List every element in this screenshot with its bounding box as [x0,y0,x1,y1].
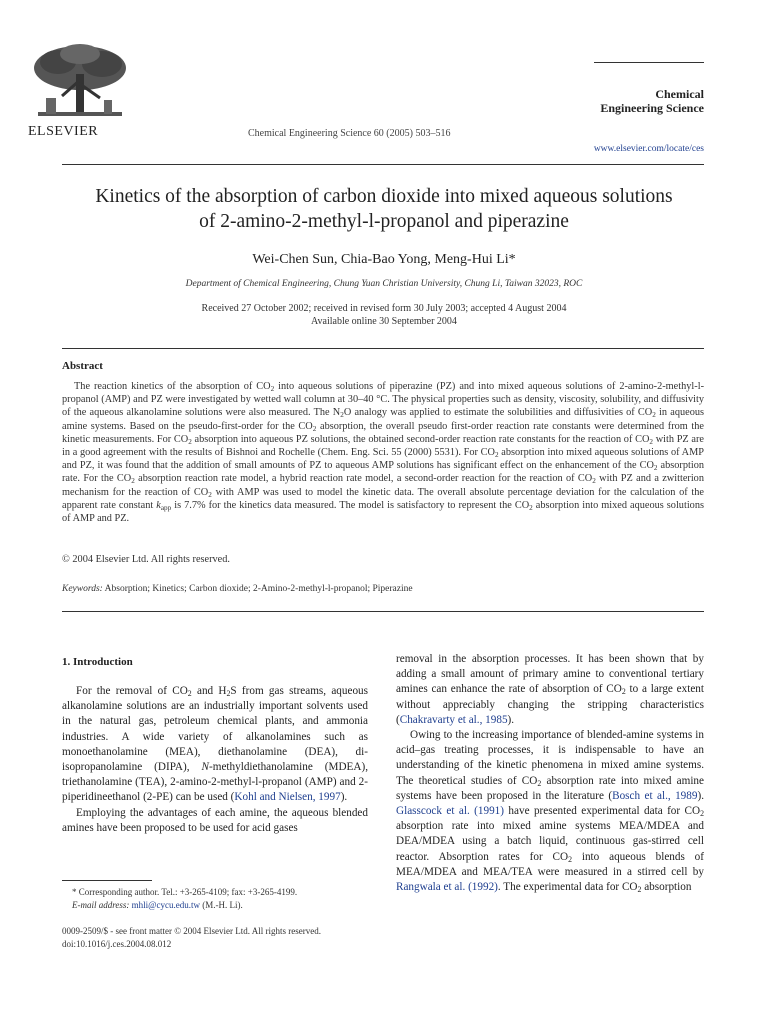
header-divider [62,164,704,165]
citation-link-bosch[interactable]: Bosch et al., 1989 [612,789,698,802]
received-line: Received 27 October 2002; received in revised form 30 July 2003; accepted 4 August 2004 [201,303,567,314]
affiliation: Department of Chemical Engineering, Chung Yuan Christian University, Chung Li, Taiwan 32023, ROC [185,279,583,289]
doi-line: doi:10.1016/j.ces.2004.08.012 [62,939,172,949]
left-column [62,684,368,836]
abstract-divider-bottom [62,611,704,612]
email-link[interactable]: mhli@cycu.edu.tw [131,900,200,910]
citation-link-kohl[interactable]: Kohl and Nielsen, 1997 [234,791,341,804]
intro-paragraph-2: Employing the advantages of each amine, the aqueous blended amines have been proposed to be used for acid gases [62,806,368,834]
abstract-text: The reaction kinetics of the absorption of $CO_2$ into aqueous solutions of piperazine (PZ) and into mixed aqueous solutions of 2-amino-2-methyl-l-propanol (AMP) and PZ were investigated by wetted wall column at 30–40 °C. The physical properties such as density, viscosity, solubility, and diffusivity of the aqueous alkanolamine solutions were also measured. The $N_2O$ analogy was applied to estimate the solubilities and diffusivities of $CO_2$ in aqueous amine systems. Based on the pseudo-first-order for the $CO_2$ absorption, the overall pseudo first-order reaction rate constants were determined from the kinetic measurements. For $CO_2$ absorption into aqueous PZ solutions, the obtained second-order reaction rate constants for the reaction of $CO_2$ with PZ are in a good agreement with the results of Bishnoi and Rochelle (Chem. Eng. Sci. 55 (2000) 5531). For $CO_2$ absorption into mixed aqueous solutions of AMP and PZ, it was found that the addition of small amounts of PZ to aqueous AMP solutions has significant effect on the enhancement of the $CO_2$ absorption rate. For the $CO_2$ absorption reaction rate model, a hybrid reaction rate model, a second-order reaction for the reaction of $CO_2$ with PZ and a zwitterion mechanism for the reaction of $CO_2$ with AMP was used to model the kinetic data. The overall absolute percentage deviation for the calculation of the apparent rate constant $k_{app}$ is 7.7% for the kinetics data measured. The model is satisfactory to represent the $CO_2$ absorption into mixed aqueous solutions of AMP and PZ. [62,381,705,525]
received-dates [40,302,728,328]
keywords [62,584,704,594]
article-title [40,184,728,234]
corresponding-author: * Corresponding author. Tel.: +3-265-4109; fax: +3-265-4199. [72,887,298,897]
keywords-label: Keywords: [62,584,103,594]
journal-name-line1: Chemical [655,87,704,101]
publisher-name: ELSEVIER [28,124,99,139]
journal-citation: Chemical Engineering Science 60 (2005) 503–516 [248,128,451,139]
keywords-list: Absorption; Kinetics; Carbon dioxide; 2-Amino-2-methyl-l-propanol; Piperazine [104,584,413,594]
intro-paragraph-3: Owing to the increasing importance of blended-amine systems in acid–gas treating processes, it is indispensable to have an understanding of the kinetic phenomena in mixed amine systems. The theoretical studies of $CO_2$ absorption rate into mixed amine systems have been proposed in the literature (Bosch et al., 1989). Glasscock et al. (1991) have presented experimental data for $CO_2$ absorption rate into mixed amine systems MEA/MDEA and DEA/MDEA using a batch liquid, continuous gas-stirred cell reactor. Absorption rates for $CO_2$ into aqueous blends of MEA/MDEA and MEA/TEA were measured in a stirred cell by Rangwala et al. (1992). The experimental data for $CO_2$ absorption [396,729,704,894]
abstract-divider-top [62,348,704,349]
intro-paragraph-2-cont: removal in the absorption processes. It has been shown that by adding a small amount of primary amine to conventional tertiary amines can enhance the rate of absorption of $CO_2$ to a large extent without appreciably changing the stripping characteristics (Chakravarty et al., 1985). [396,653,704,726]
title-line-2: of 2-amino-2-methyl-l-propanol and piperazine [199,211,569,232]
citation-link-chakravarty[interactable]: Chakravarty et al., 1985 [399,713,508,726]
right-column [396,652,704,895]
section-heading-introduction: 1. Introduction [62,656,133,668]
email-line [62,899,368,912]
email-suffix: (M.-H. Li). [202,900,243,910]
issn-line: 0009-2509/$ - see front matter © 2004 Elsevier Ltd. All rights reserved. [62,926,322,936]
abstract-copyright: © 2004 Elsevier Ltd. All rights reserved. [62,554,230,565]
footnote [62,886,368,912]
authors: Wei-Chen Sun, Chia-Bao Yong, Meng-Hui Li* [252,252,516,267]
available-online-line: Available online 30 September 2004 [311,316,457,327]
title-line-1: Kinetics of the absorption of carbon dioxide into mixed aqueous solutions [95,186,673,207]
citation-link-rangwala-1[interactable]: Rangwala [396,881,441,894]
journal-url-link[interactable]: www.elsevier.com/locate/ces [593,144,704,154]
citation-link-rangwala-2[interactable]: et al. (1992) [443,881,498,894]
citation-link-glasscock[interactable]: Glasscock et al. (1991) [396,805,504,818]
journal-name-box [594,62,704,115]
footnote-divider [62,880,152,881]
abstract-heading: Abstract [62,360,103,372]
intro-paragraph-1: For the removal of $CO_2$ and $H_2S$ from gas streams, aqueous alkanolamine solutions are an industrially important solvents used in the natural gas, petroleum chemical plants, and ammonia industries. A wide variety of alkanolamines such as monoethanolamine (MEA), diethanolamine (DEA), di-isopropanolamine (DIPA), N-methyldiethanolamine (MDEA), triethanolamine (TEA), 2-amino-2-methyl-l-propanol (AMP) and 2-piperidineethanol (2-PE) can be used (Kohl and Nielsen, 1997). [62,685,369,804]
journal-name-line2: Engineering Science [600,101,704,115]
page-footer [62,925,321,951]
email-label: E-mail address: [72,900,130,910]
